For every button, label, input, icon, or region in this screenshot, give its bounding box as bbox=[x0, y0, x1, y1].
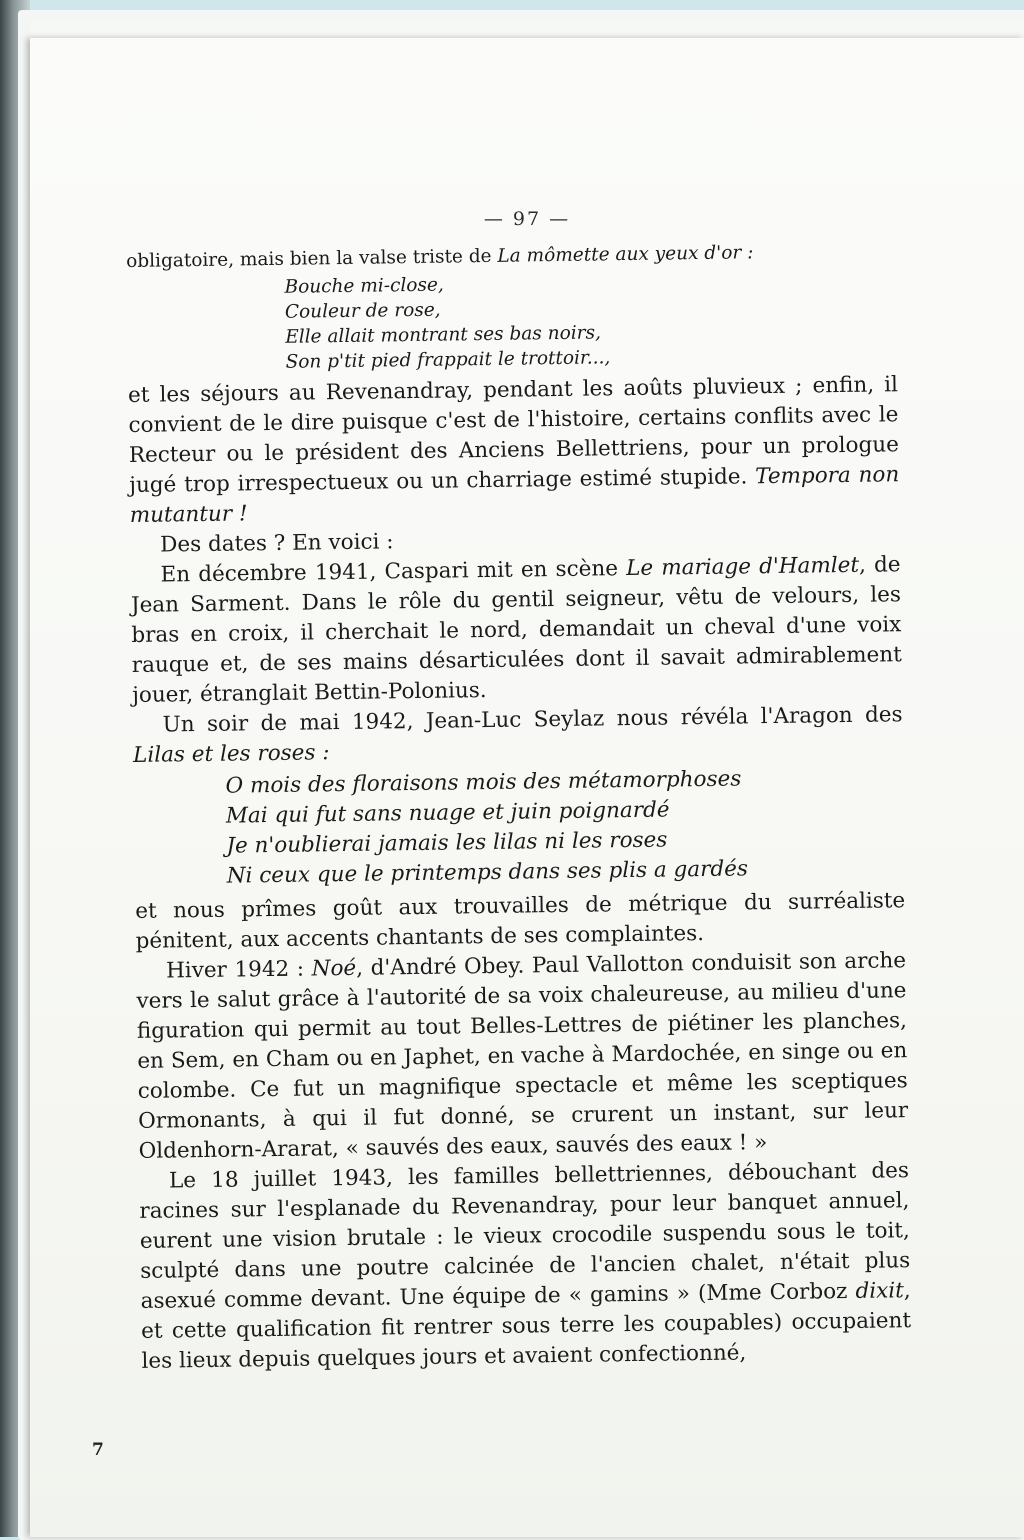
paragraph-4 bbox=[132, 700, 903, 771]
text-run: Le 18 juillet 1943, les familles bellettriennes, débouchant des racines sur l'esplanade du Revenandray, pour leur banquet annuel, eurent une vision brutale : le vieux crocodile suspendu sous le toit, sculpté dans une poutre calcinée de l'ancien chalet, n'était plus asexué comme devant. Une équipe de « gamins » (Mme Corboz bbox=[139, 1158, 911, 1314]
paragraph-6 bbox=[136, 946, 909, 1167]
verse-quote-2 bbox=[133, 762, 905, 893]
verse-line: Je n'oublierai jamais les lilas ni les roses bbox=[226, 827, 668, 859]
verse-quote-1 bbox=[126, 266, 897, 377]
italic-title: Le mariage d'Hamlet bbox=[625, 552, 860, 582]
text-run: , et cette qualification fit rentrer sous terre les coupables) occupaient les lieux depuis quelques jours et avaient confectionné, bbox=[140, 1278, 912, 1374]
verse-line: Ni ceux que le printemps dans ses plis a gardés bbox=[226, 856, 749, 889]
verse-line: Couleur de rose, bbox=[284, 299, 441, 323]
italic-title: Noé bbox=[311, 955, 357, 982]
paragraph-5: et nous prîmes goût aux trouvailles de métrique du surréaliste pénitent, aux accents chantants de ses complaintes. bbox=[135, 888, 906, 954]
italic-title: La mômette aux yeux d'or : bbox=[497, 242, 754, 267]
book-page bbox=[30, 38, 1024, 1537]
paragraph-2: Des dates ? En voici : bbox=[159, 529, 394, 558]
paragraph-3 bbox=[130, 550, 902, 711]
text-run: obligatoire, mais bien la valse triste de bbox=[126, 245, 498, 272]
verse-line: Elle allait montrant ses bas noirs, bbox=[285, 322, 602, 348]
verse-line: O mois des floraisons mois des métamorphoses bbox=[225, 766, 742, 799]
page-text bbox=[126, 237, 912, 1377]
paragraph-1 bbox=[128, 370, 900, 531]
signature-mark: 7 bbox=[92, 1440, 104, 1460]
text-run: , d'André Obey. Paul Vallotton conduisit son arche vers le salut grâce à l'autorité de sa voix chaleureuse, au milieu d'une figuration qui permit au tout Belles-Lettres de piétiner les planches, en Sem, en Cham ou en Japhet, en vache à Mardochée, en singe ou en colombe. Ce fut un magnifique spectacle et même les sceptiques Ormonants, à qui il fut donné, se crurent un instant, sur leur Oldenhorn-Ararat, « sauvés des eaux, sauvés des eaux ! » bbox=[136, 948, 909, 1164]
italic-phrase: Tempora non mutantur ! bbox=[129, 462, 900, 528]
paragraph-7 bbox=[139, 1156, 912, 1377]
text-run: et les séjours au Revenandray, pendant les aoûts pluvieux ; enfin, il convient de le dire puisque c'est de l'histoire, certains conflits avec le Recteur ou le président des Anciens Bellettriens, pour un prologue jugé trop irrespectueux ou un charriage estimé stupide. bbox=[127, 372, 899, 498]
verse-line: Mai qui fut sans nuage et juin poignardé bbox=[225, 797, 670, 829]
text-run: Un soir de mai 1942, Jean-Luc Seylaz nous révéla l'Aragon des bbox=[162, 702, 903, 738]
verse-line: Bouche mi-close, bbox=[284, 274, 444, 298]
verse-line: Son p'tit pied frappait le trottoir..., bbox=[285, 347, 611, 373]
italic-title: Lilas et les roses : bbox=[132, 740, 330, 768]
text-run: , de Jean Sarment. Dans le rôle du gentil seigneur, vêtu de velours, les bras en croix, il cherchait le nord, demandait un cheval d'une voix rauque et, de ses mains désarticulées dont il savait admirablement jouer, étranglait Bettin-Polonius. bbox=[130, 552, 902, 708]
italic-phrase: dixit bbox=[855, 1278, 904, 1304]
text-run: En décembre 1941, Caspari mit en scène bbox=[160, 556, 627, 588]
text-run: Hiver 1942 : bbox=[165, 956, 312, 984]
page-number: — 97 — bbox=[483, 208, 571, 230]
